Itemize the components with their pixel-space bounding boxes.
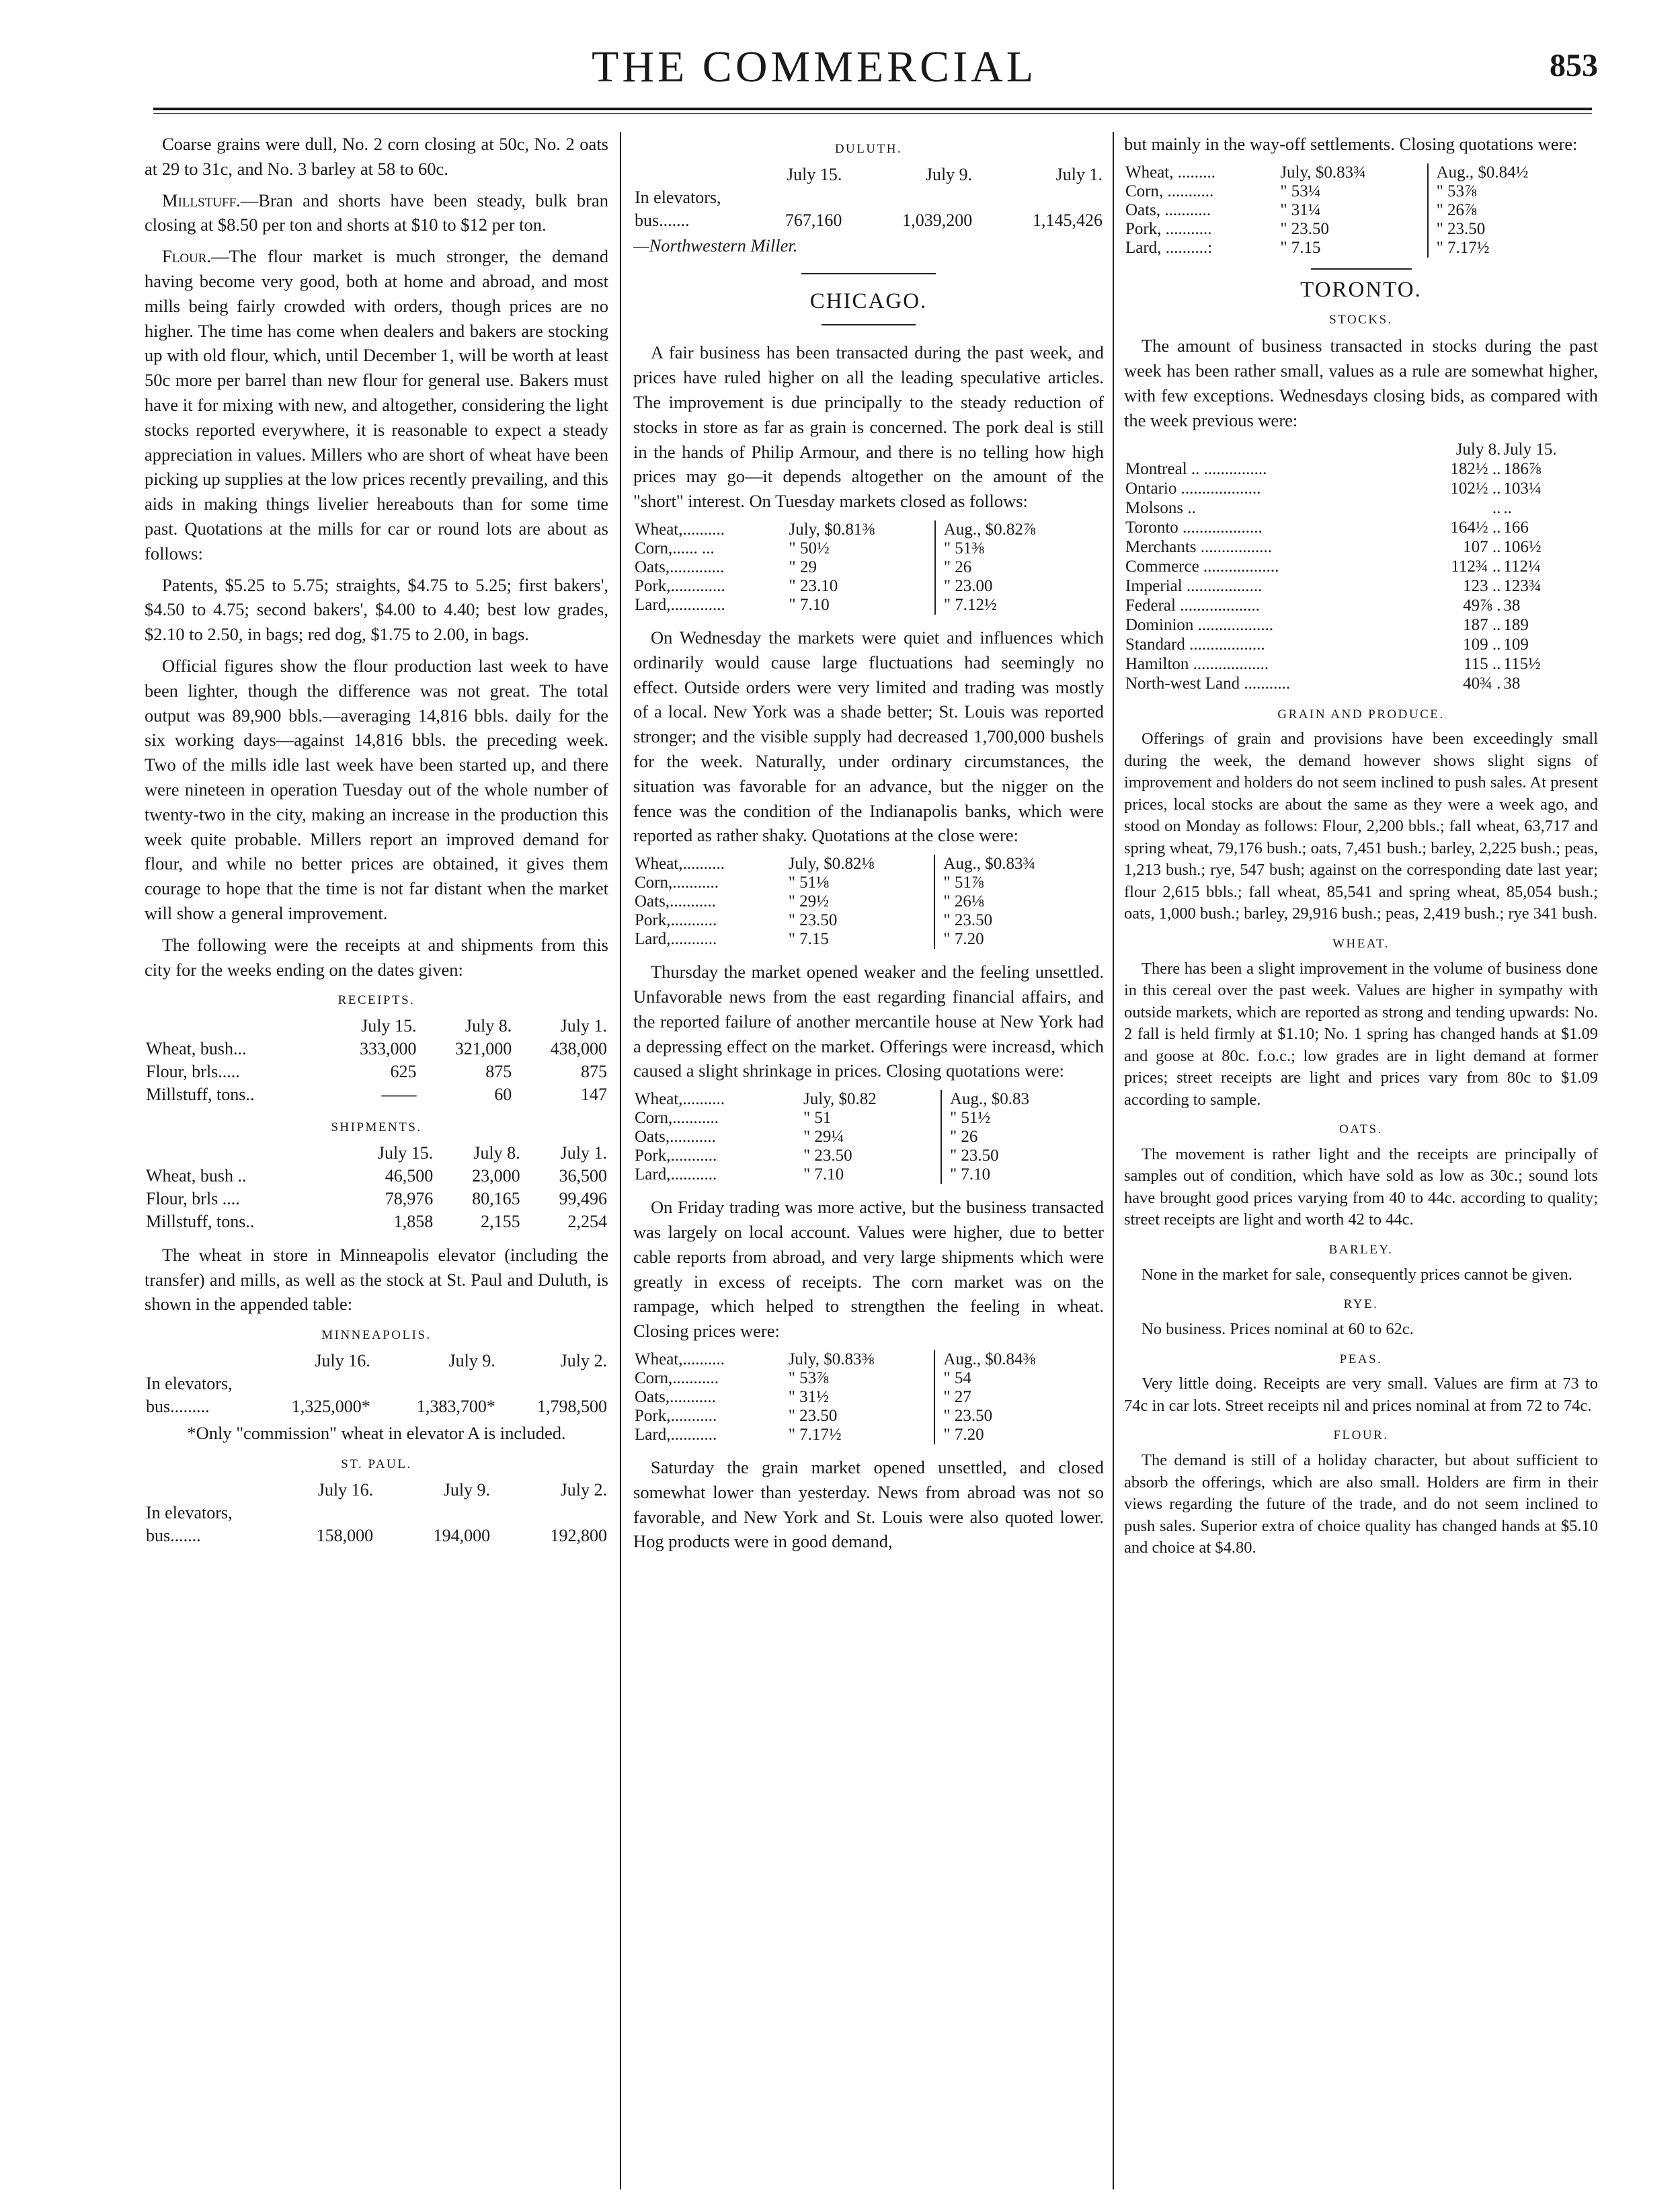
run-in-heading: Flour. — [162, 246, 212, 267]
table-row — [1124, 596, 1598, 615]
table-header: July 2. — [560, 1351, 607, 1371]
table-cell: Aug., $0.83¾ — [934, 855, 1104, 874]
table-cell: 106½ — [1503, 537, 1542, 556]
table-cell: Pork, ........... — [1125, 219, 1212, 238]
table-cell: 875 — [581, 1062, 607, 1082]
table-row — [1124, 182, 1598, 201]
table-cell: 192,800 — [550, 1525, 607, 1545]
table-row — [145, 1395, 608, 1418]
table-cell: Montreal .. ............... — [1125, 459, 1267, 478]
stocks-title: STOCKS. — [1329, 312, 1393, 327]
table-cell: 1,325,000* — [291, 1397, 370, 1417]
section-divider — [822, 324, 916, 325]
table-cell: In elevators, — [146, 1502, 233, 1522]
table-cell: 187 .. — [1463, 615, 1501, 634]
table-cell: Oats,........... — [635, 1128, 716, 1147]
table-cell: 1,383,700* — [416, 1397, 495, 1417]
section-divider — [801, 273, 936, 274]
table-cell: " 26⅛ — [934, 892, 1104, 911]
rye-title: RYE. — [1343, 1297, 1379, 1312]
minneapolis-title: MINNEAPOLIS. — [321, 1328, 432, 1343]
table-cell: Toronto ................... — [1125, 518, 1263, 537]
table-cell: 194,000 — [433, 1525, 491, 1545]
page-title: THE COMMERCIAL — [592, 42, 1037, 91]
table-cell: 182½ .. — [1450, 459, 1501, 478]
quotes-tuesday — [633, 520, 1104, 615]
table-cell: 166 — [1503, 518, 1529, 537]
table-row — [633, 596, 1104, 615]
table-cell: Pork,........... — [635, 911, 717, 930]
table-cell: Oats,........... — [635, 892, 716, 911]
table-cell: 80,165 — [472, 1188, 520, 1208]
paragraph-patents: Patents, $5.25 to 5.75; straights, $4.75 to 5.25; first bakers', $4.50 to 4.75; second bakers', $4.00 to 4.40; best low grades, $2.10 to 2.50, in bags; red dog, $1.75 to 2.00, in bags. — [145, 574, 608, 645]
stocks-table — [1124, 440, 1598, 693]
table-cell: 23,000 — [472, 1165, 520, 1186]
table-cell: July, $0.82⅛ — [788, 855, 875, 874]
table-cell: July, $0.82 — [803, 1090, 877, 1109]
table-cell: " 7.20 — [934, 930, 1104, 949]
table-cell: " 7.17½ — [1428, 239, 1598, 258]
table-cell: Wheat,.......... — [635, 1350, 725, 1368]
table-cell: 123 .. — [1463, 576, 1501, 595]
table-cell: 36,500 — [559, 1165, 607, 1186]
table-cell: 438,000 — [550, 1039, 607, 1059]
table-cell: 112¾ .. — [1451, 557, 1501, 576]
paragraph-wheat: There has been a slight improvement in the volume of business done in this cereal over the past week. Values are higher in sympathy with outside markets, which are reported as strong and tending upwards: No. 2 fall is held firmly at $1.10; No. 1 spring has changed hands at $1.09 and goose at 80c. f.o.c.; low grades are in light demand at former prices; street receipts are light and prices vary from 80c to $1.09 according to sample. — [1124, 959, 1598, 1109]
table-cell: 109 — [1503, 635, 1529, 654]
shipments-table — [145, 1142, 608, 1233]
table-cell: Corn,........... — [635, 874, 719, 892]
table-cell: Corn, ........... — [1125, 182, 1214, 200]
table-cell: " 51 — [803, 1109, 832, 1128]
quotes-wednesday — [633, 855, 1104, 949]
table-cell: Corn,...... ... — [635, 539, 715, 557]
table-cell: 875 — [485, 1062, 512, 1082]
table-cell: " 27 — [934, 1388, 1104, 1407]
table-cell: Wheat,.......... — [635, 520, 725, 539]
table-row — [633, 539, 1104, 558]
run-in-heading: Millstuff. — [162, 190, 241, 210]
paragraph-flour-toronto: The demand is still of a holiday character, but about sufficient to absorb the offerings, which are also small. Holders are firm in their views regarding the future of the trade, and do not seem inclined to push sales. Superior extra of choice quality has changed hands at $5.10 and choice at $4.80. — [1124, 1451, 1598, 1557]
table-row — [633, 1090, 1104, 1109]
table-cell: " 23.00 — [935, 577, 1104, 596]
table-cell: Dominion .................. — [1125, 615, 1274, 634]
table-cell: " 29 — [789, 557, 817, 576]
table-row — [633, 520, 1104, 539]
table-cell: Millstuff, tons.. — [146, 1085, 255, 1105]
table-cell: " 23.10 — [789, 576, 838, 595]
table-cell: " 23.50 — [1280, 219, 1330, 238]
table-cell: Pork,............. — [635, 576, 725, 595]
column-1 — [145, 132, 608, 1557]
table-row — [1124, 459, 1598, 479]
table-cell: 115 .. — [1464, 654, 1501, 673]
table-cell: " 23.50 — [934, 911, 1104, 930]
table-row — [145, 1083, 608, 1106]
table-cell: Oats,........... — [635, 1387, 716, 1406]
table-row — [1124, 201, 1598, 220]
table-cell: 103¼ — [1503, 479, 1542, 498]
duluth-title: DULUTH. — [834, 142, 903, 156]
table-cell: " 29¼ — [803, 1128, 844, 1147]
table-cell: 186⅞ — [1503, 459, 1542, 478]
table-cell: Wheat,.......... — [635, 1090, 725, 1109]
table-cell: 2,155 — [481, 1211, 520, 1231]
column-divider — [620, 132, 621, 2189]
paragraph-following: The following were the receipts at and shipments from this city for the weeks ending on the dates given: — [145, 934, 608, 980]
table-header: July 1. — [560, 1016, 607, 1036]
table-row — [1124, 220, 1598, 239]
table-header-row — [145, 1479, 608, 1502]
table-cell: bus......... — [146, 1397, 210, 1417]
table-cell: 38 — [1503, 674, 1521, 693]
table-cell: 38 — [1503, 596, 1521, 615]
table-cell: " 51⅞ — [934, 874, 1104, 892]
header-rule-thin — [153, 113, 1592, 114]
table-cell: " 31¼ — [1280, 200, 1321, 219]
table-header-row — [145, 1015, 608, 1038]
table-cell: 321,000 — [454, 1039, 512, 1059]
paragraph-barley: None in the market for sale, consequently prices cannot be given. — [1142, 1265, 1572, 1284]
table-header: July 8. — [1455, 440, 1501, 459]
table-cell: 99,496 — [559, 1188, 607, 1208]
table-cell — [145, 1142, 335, 1165]
table-row — [633, 1109, 1104, 1128]
table-cell: 333,000 — [360, 1039, 417, 1059]
table-row — [633, 186, 1104, 209]
table-cell: Hamilton .................. — [1125, 654, 1269, 673]
table-cell: " 7.10 — [803, 1165, 844, 1184]
table-cell: Flour, brls..... — [146, 1062, 240, 1082]
table-cell: Aug., $0.82⅞ — [935, 520, 1104, 539]
table-header: July 2. — [560, 1479, 607, 1500]
table-header: July 15. — [361, 1016, 417, 1036]
table-header: July 9. — [443, 1479, 491, 1500]
table-cell: Ontario ................... — [1125, 479, 1261, 498]
table-cell: .. — [1492, 498, 1501, 517]
table-cell: Aug., $0.84⅜ — [934, 1350, 1104, 1369]
table-cell — [145, 1350, 247, 1372]
table-cell: " 7.20 — [934, 1426, 1104, 1444]
table-header: July 1. — [1055, 164, 1103, 184]
table-row — [145, 1524, 608, 1547]
table-cell: " 50½ — [789, 539, 830, 557]
table-cell: 158,000 — [316, 1525, 374, 1545]
table-cell: " 53¼ — [1280, 182, 1321, 200]
paragraph-flour — [145, 244, 608, 566]
table-row — [633, 577, 1104, 596]
table-header: July 9. — [925, 164, 973, 184]
table-row — [633, 874, 1104, 892]
table-cell: 1,145,426 — [1033, 210, 1103, 230]
table-cell: " 31½ — [788, 1387, 829, 1406]
table-row — [633, 1369, 1104, 1388]
paragraph-wednesday: On Wednesday the markets were quiet and influences which ordinarily would cause large fluctuations had seemingly no effect. Outside orders were very limited and trading was mostly of a local. New York was a shade better; St. Louis was reported stronger; and the visible supply had decreased 1,700,000 bushels for the week. Naturally, under ordinary circumstances, the situation was favorable for an advance, but the nigger on the fence was the condition of the Indianapolis banks, which were reported as rather shaky. Quotations at the close were: — [633, 627, 1104, 846]
table-cell: In elevators, — [146, 1374, 233, 1394]
table-cell: 123¾ — [1503, 576, 1542, 595]
paragraph-peas: Very little doing. Receipts are very small. Values are firm at 73 to 74c in car lots. Street receipts nil and prices nominal at from 72 to 74c. — [1124, 1374, 1598, 1415]
table-cell: " 53⅞ — [788, 1368, 829, 1387]
table-cell: Lard,........... — [635, 1165, 717, 1184]
table-row — [1124, 557, 1598, 576]
table-row — [1124, 537, 1598, 557]
toronto-title: TORONTO. — [1300, 277, 1422, 302]
barley-title: BARLEY. — [1328, 1242, 1394, 1257]
table-cell: " 51½ — [941, 1109, 1104, 1128]
table-cell: —— — [381, 1085, 417, 1105]
table-row — [633, 930, 1104, 949]
paragraph-text: —The flour market is much stronger, the demand having become very good, both at home and abroad, and most mills being fairly crowded with orders, though prices are no higher. The time has come when dealers and bakers are stocking up with old flour, which, until December 1, will be worth at least 50c more per barrel than new flour for general use. Bakers must have it for mixing with new, and altogether, considering the light stocks reported everywhere, it is reasonable to expect a steady appreciation in values. Millers who are short of wheat have been picking up supplies at the low prices recently prevailing, and this aids in making things livelier hereabouts than for some time past. Quotations at the mills for car or round lots are about as follows: — [145, 246, 608, 564]
table-cell: " 7.17½ — [788, 1425, 842, 1444]
source-credit: —Northwestern Miller. — [633, 235, 798, 256]
wheat-title: WHEAT. — [1332, 936, 1390, 951]
table-cell: 1,858 — [393, 1211, 434, 1231]
duluth-table — [633, 163, 1104, 232]
table-cell: Imperial .................. — [1125, 576, 1263, 595]
table-cell: " 7.10 — [941, 1165, 1104, 1184]
table-row — [633, 892, 1104, 911]
page-number: 853 — [1550, 48, 1598, 83]
flour-title: FLOUR. — [1333, 1428, 1389, 1443]
table-header: July 9. — [448, 1351, 495, 1371]
table-cell: " 26 — [941, 1128, 1104, 1147]
table-cell: Lard, ..........: — [1125, 238, 1213, 257]
table-cell: .. — [1503, 498, 1512, 517]
table-cell: Merchants ................. — [1125, 537, 1273, 556]
table-header: July 8. — [473, 1142, 520, 1163]
table-cell: Federal ................... — [1125, 596, 1260, 615]
table-row — [633, 855, 1104, 874]
header-rule — [153, 108, 1592, 110]
table-cell: Wheat, bush... — [146, 1039, 247, 1059]
table-cell: Lard,............. — [635, 595, 725, 614]
table-cell: " 23.50 — [934, 1407, 1104, 1426]
table-cell: " 29½ — [788, 892, 829, 911]
receipts-title: RECEIPTS. — [337, 993, 415, 1008]
table-cell: Wheat, ......... — [1125, 163, 1215, 182]
table-header-row — [1124, 440, 1598, 459]
column-2 — [633, 132, 1104, 1561]
table-row — [1124, 674, 1598, 693]
oats-title: OATS. — [1339, 1122, 1383, 1137]
table-cell: Lard,........... — [635, 930, 717, 949]
table-cell: Corn,........... — [635, 1109, 719, 1128]
table-cell: " 7.12½ — [935, 596, 1104, 615]
table-cell: " 23.50 — [803, 1147, 852, 1165]
minneapolis-footnote: *Only "commission" wheat in elevator A is included. — [187, 1423, 566, 1444]
peas-title: PEAS. — [1339, 1352, 1383, 1366]
column-3 — [1124, 132, 1598, 1566]
quotes-thursday — [633, 1090, 1104, 1184]
table-row — [1124, 518, 1598, 537]
table-cell: 1,039,200 — [902, 210, 973, 230]
table-cell: 767,160 — [785, 210, 842, 230]
table-cell — [633, 163, 737, 186]
paragraph-friday: On Friday trading was more active, but the business transacted was largely on local account. Values were higher, due to better cable reports from abroad, and very large shipments which were greatly in excess of receipts. The corn market was on the rampage, which helped to strengthen the feeling in wheat. Closing prices were: — [633, 1197, 1104, 1342]
table-cell: Pork,........... — [635, 1406, 717, 1425]
table-cell: Aug., $0.83 — [941, 1090, 1104, 1109]
table-row — [633, 1426, 1104, 1444]
table-header-row — [145, 1142, 608, 1165]
table-row — [145, 1060, 608, 1083]
table-cell: 1,798,500 — [537, 1397, 607, 1417]
section-divider — [1311, 268, 1412, 270]
paragraph-millstuff — [145, 188, 608, 238]
table-row — [1124, 498, 1598, 518]
table-cell: Wheat,.......... — [635, 855, 725, 874]
table-header: July 16. — [317, 1479, 374, 1500]
paragraph-stocks: The amount of business transacted in stocks during the past week has been rather small, values as a rule are somewhat higher, with few exceptions. Wednesdays closing bids, as compared with the week previous were: — [1124, 336, 1598, 430]
table-row — [145, 1188, 608, 1210]
paragraph-saturday: Saturday the grain market opened unsettled, and closed somewhat lower than yesterday. News from abroad was not so favorable, and New York and St. Louis were also quoted lower. Hog products were in good demand, — [633, 1457, 1104, 1552]
table-cell: 46,500 — [385, 1165, 434, 1186]
table-cell: Flour, brls .... — [146, 1188, 240, 1208]
table-cell: bus....... — [635, 210, 690, 230]
table-row — [633, 558, 1104, 577]
table-header: July 1. — [560, 1142, 607, 1163]
paragraph-oats: The movement is rather light and the receipts are principally of samples out of condition, which have sold as low as 30c.; sound lots have brought good prices varying from 40 to 44c. according to quality; street receipts are light and worth 42 to 44c. — [1124, 1145, 1598, 1229]
table-cell: Corn,........... — [635, 1368, 719, 1387]
table-cell: " 23.50 — [1428, 220, 1598, 239]
table-cell: " 51⅛ — [788, 874, 829, 892]
table-row — [145, 1502, 608, 1524]
table-row — [1124, 635, 1598, 654]
table-cell: 112¼ — [1503, 557, 1541, 576]
table-cell: July, $0.81⅜ — [789, 520, 875, 539]
table-cell: Wheat, bush .. — [146, 1165, 247, 1186]
table-cell: 147 — [581, 1085, 607, 1105]
table-cell: 102½ .. — [1450, 479, 1501, 498]
st-paul-title: ST. PAUL. — [341, 1457, 412, 1471]
table-cell: " 53⅞ — [1428, 182, 1598, 201]
table-row — [1124, 654, 1598, 674]
table-row — [1124, 479, 1598, 498]
table-row — [145, 1165, 608, 1188]
table-header: July 8. — [465, 1016, 512, 1036]
table-cell — [1124, 440, 1411, 459]
table-cell — [145, 1015, 323, 1038]
table-cell: Commerce .................. — [1125, 557, 1279, 576]
table-cell: Pork,........... — [635, 1147, 717, 1165]
paragraph-official-figures: Official figures show the flour production last week to have been lighter, though the difference was not great. The total output was 89,900 bbls.—averaging 14,816 bbls. daily for the six working days—against 14,816 bbls. the preceding week. Two of the mills idle last week have been started up, and there were nineteen in operation Tuesday out of the whole number of twenty-two in the city, making an increase in the production this week quite probable. Millers report an improved demand for flour, and while no better prices are obtained, it gives them courage to hope that the time is not far distant when the market will show a general improvement. — [145, 655, 608, 923]
chicago-title: CHICAGO. — [809, 288, 928, 313]
table-cell: bus....... — [146, 1525, 201, 1545]
table-cell: July, $0.83⅜ — [788, 1350, 875, 1368]
table-row — [1124, 239, 1598, 258]
quotes-saturday — [1124, 163, 1598, 258]
table-cell: " 51⅜ — [935, 539, 1104, 558]
table-cell: " 26⅞ — [1428, 201, 1598, 220]
paragraph-text: —Bran and shorts have been steady, bulk bran closing at $8.50 per ton and shorts at $10 to $12 per ton. — [145, 190, 608, 235]
grain-produce-title: GRAIN AND PRODUCE. — [1277, 707, 1445, 722]
column-divider — [1113, 132, 1114, 2189]
table-header-row — [633, 163, 1104, 186]
st-paul-table — [145, 1479, 608, 1547]
paragraph-wheat-store: The wheat in store in Minneapolis elevator (including the transfer) and mills, as well as the stock at St. Paul and Duluth, is shown in the appended table: — [145, 1244, 608, 1315]
table-cell: " 54 — [934, 1369, 1104, 1388]
table-header: July 16. — [315, 1351, 370, 1371]
table-cell: July, $0.83¾ — [1280, 163, 1366, 182]
receipts-table — [145, 1015, 608, 1106]
quotes-friday — [633, 1350, 1104, 1444]
table-cell: Standard .................. — [1125, 635, 1265, 654]
table-row — [145, 1210, 608, 1233]
table-row — [1124, 163, 1598, 182]
table-cell: " 26 — [935, 558, 1104, 577]
table-cell: " 23.50 — [941, 1147, 1104, 1165]
table-cell: 78,976 — [385, 1188, 434, 1208]
paragraph-thursday: Thursday the market opened weaker and the feeling unsettled. Unfavorable news from the east regarding financial affairs, and the reported failure of another mercantile house at New York had a depressing effect on the market. Offerings were increasd, which caused a slight shrinkage in prices. Closing quotations were: — [633, 962, 1104, 1081]
table-row — [633, 1388, 1104, 1407]
table-row — [145, 1372, 608, 1395]
table-cell: North-west Land ........... — [1125, 674, 1291, 693]
table-row — [633, 209, 1104, 232]
table-cell: Oats,............. — [635, 557, 725, 576]
paragraph-continued: but mainly in the way-off settlements. Closing quotations were: — [1124, 134, 1578, 154]
shipments-title: SHIPMENTS. — [331, 1120, 422, 1135]
table-cell: 49⅞ . — [1463, 596, 1501, 615]
table-cell: 115½ — [1503, 654, 1541, 673]
paragraph-grain-produce: Offerings of grain and provisions have been exceedingly small during the week, the demand however shows slight signs of improvement and holders do not seem inclined to push sales. At present prices, local stocks are about the same as they were a week ago, and stood on Monday as follows: Flour, 2,200 bbls.; fall wheat, 63,717 and spring wheat, 79,176 bush.; oats, 7,451 bush.; barley, 2,225 bush.; peas, 1,213 bush.; rye, 547 bush; against on the corresponding date last year; flour 2,615 bbls.; fall wheat, 85,541 and spring wheat, 85,054 bush.; oats, 1,000 bush.; barley, 29,916 bush.; peas, 2,419 bush.; rye 341 bush. — [1124, 730, 1598, 923]
table-row — [633, 1128, 1104, 1147]
table-cell: 164½ .. — [1450, 518, 1501, 537]
table-row — [1124, 576, 1598, 596]
table-row — [633, 911, 1104, 930]
table-cell: " 7.15 — [788, 930, 829, 949]
table-header: July 15. — [1503, 440, 1557, 459]
table-header: July 15. — [787, 164, 842, 184]
table-row — [633, 1407, 1104, 1426]
table-cell: " 23.50 — [788, 1406, 838, 1425]
minneapolis-table — [145, 1350, 608, 1418]
table-cell: 109 .. — [1463, 635, 1501, 654]
table-cell: Lard,........... — [635, 1425, 717, 1444]
table-cell: Oats, ........... — [1125, 200, 1211, 219]
table-row — [633, 1165, 1104, 1184]
table-header: July 15. — [377, 1142, 434, 1163]
table-cell: 189 — [1503, 615, 1529, 634]
table-cell: Aug., $0.84½ — [1428, 163, 1598, 182]
table-cell: 2,254 — [567, 1211, 607, 1231]
table-row — [633, 1147, 1104, 1165]
table-row — [633, 1350, 1104, 1369]
table-cell: " 23.50 — [788, 911, 838, 930]
table-cell: " 7.15 — [1280, 238, 1321, 257]
table-cell: In elevators, — [635, 187, 721, 207]
table-cell: Molsons .. — [1125, 498, 1196, 517]
paragraph-fair-business: A fair business has been transacted during the past week, and prices have ruled higher on all the leading speculative articles. The improvement is due principally to the steady reduction of stocks in store as far as grain is concerned. The pork deal is still in the hands of Philip Armour, and there is no telling how high prices may go—it depends altogether on the amount of the "short" interest. On Tuesday markets closed as follows: — [633, 342, 1104, 512]
table-row — [1124, 615, 1598, 635]
table-cell — [145, 1479, 257, 1502]
table-cell: 60 — [494, 1085, 512, 1105]
table-cell: 107 .. — [1463, 537, 1501, 556]
table-row — [145, 1038, 608, 1060]
table-cell: Millstuff, tons.. — [146, 1211, 255, 1231]
paragraph-coarse-grains: Coarse grains were dull, No. 2 corn closing at 50c, No. 2 oats at 29 to 31c, and No. 3 barley at 58 to 60c. — [145, 134, 608, 179]
table-header-row — [145, 1350, 608, 1372]
table-cell: 40¾ . — [1463, 674, 1501, 693]
table-cell: " 7.10 — [789, 595, 830, 614]
table-cell: 625 — [390, 1062, 417, 1082]
paragraph-rye: No business. Prices nominal at 60 to 62c. — [1142, 1320, 1414, 1339]
